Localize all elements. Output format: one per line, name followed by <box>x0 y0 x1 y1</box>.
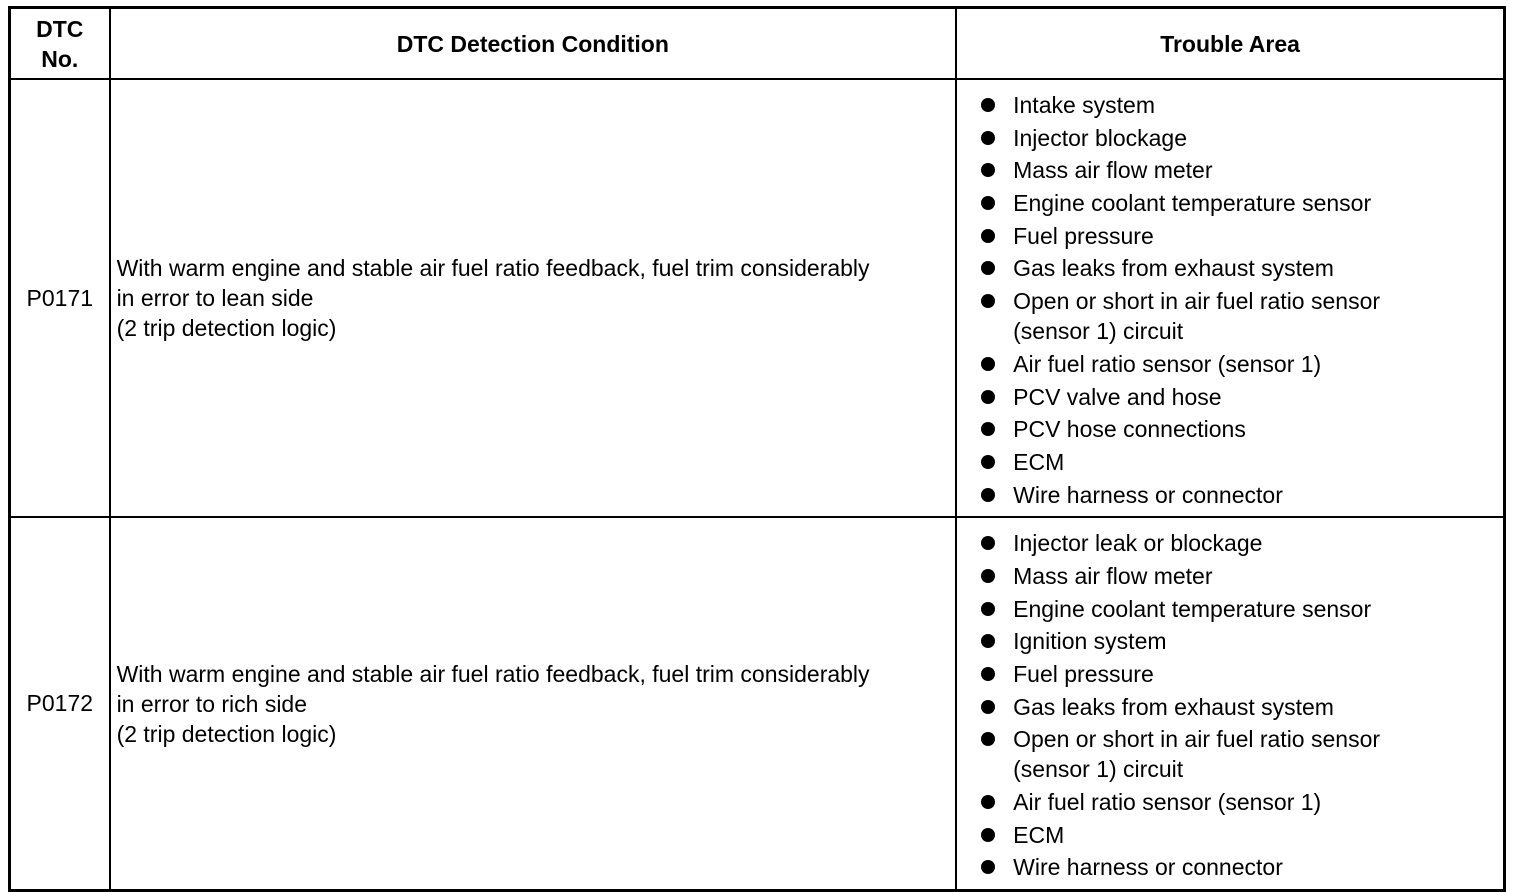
trouble-area-item <box>1013 90 1155 120</box>
trouble-area-line: Fuel pressure <box>1013 222 1154 249</box>
bullet-icon <box>981 390 995 404</box>
list-item <box>957 561 1503 591</box>
trouble-area-line: Intake system <box>1013 92 1156 118</box>
list-item <box>957 787 1503 817</box>
trouble-area-line: Gas leaks from exhaust system <box>1013 693 1334 720</box>
condition-line: With warm engine and stable air fuel ratio feedback, fuel trim considerably <box>116 660 870 687</box>
bullet-icon <box>981 357 995 371</box>
trouble-area-item <box>1013 188 1371 218</box>
bullet-icon <box>981 700 995 714</box>
trouble-area-item <box>1013 286 1380 346</box>
trouble-area-line: Engine coolant temperature sensor <box>1013 190 1372 217</box>
trouble-area-item <box>1013 528 1262 558</box>
list-item <box>957 480 1503 510</box>
list-item <box>957 123 1503 153</box>
list-item <box>957 221 1503 251</box>
bullet-icon <box>981 732 995 746</box>
bullet-icon <box>981 634 995 648</box>
bullet-icon <box>981 422 995 436</box>
bullet-icon <box>981 488 995 502</box>
trouble-area-line: Engine coolant temperature sensor <box>1013 595 1372 622</box>
list-item <box>957 414 1503 444</box>
list-item <box>957 90 1503 120</box>
trouble-area-item <box>1013 659 1154 689</box>
list-item <box>957 447 1503 477</box>
header-dtc-no <box>10 8 110 80</box>
trouble-area-line: (sensor 1) circuit <box>1013 756 1184 783</box>
trouble-area-line: Open or short in air fuel ratio sensor <box>1013 726 1381 753</box>
trouble-area-item <box>1013 561 1212 591</box>
trouble-area-item <box>1013 480 1283 510</box>
bullet-icon <box>981 98 995 112</box>
trouble-area-line: Mass air flow meter <box>1013 562 1213 589</box>
trouble-area-item <box>1013 724 1380 784</box>
bullet-icon <box>981 196 995 210</box>
trouble-area-item <box>1013 787 1321 817</box>
detection-condition <box>110 517 957 890</box>
list-item <box>957 382 1503 412</box>
trouble-area-list <box>957 518 1503 889</box>
condition-line: in error to lean side <box>116 285 314 312</box>
bullet-icon <box>981 795 995 809</box>
bullet-icon <box>981 569 995 583</box>
bullet-icon <box>981 828 995 842</box>
table-row <box>10 517 1505 890</box>
bullet-icon <box>981 536 995 550</box>
trouble-area-item <box>1013 349 1321 379</box>
trouble-area-item <box>1013 820 1064 850</box>
list-item <box>957 188 1503 218</box>
trouble-area-line: Gas leaks from exhaust system <box>1013 255 1334 282</box>
trouble-area-line: ECM <box>1013 821 1065 848</box>
list-item <box>957 594 1503 624</box>
trouble-area-line: Open or short in air fuel ratio sensor <box>1013 288 1381 315</box>
condition-line: (2 trip detection logic) <box>116 315 337 342</box>
bullet-icon <box>981 163 995 177</box>
list-item <box>957 253 1503 283</box>
trouble-area-line: (sensor 1) circuit <box>1013 318 1184 345</box>
list-item <box>957 349 1503 379</box>
dtc-table <box>8 6 1506 892</box>
header-dtc-no-line: No. <box>41 45 79 72</box>
list-item <box>957 659 1503 689</box>
table-row <box>10 79 1505 517</box>
bullet-icon <box>981 261 995 275</box>
trouble-area-line: Wire harness or connector <box>1013 854 1283 881</box>
list-item <box>957 820 1503 850</box>
header-condition: DTC Detection Condition <box>110 8 957 80</box>
trouble-area-line: Ignition system <box>1013 628 1167 655</box>
trouble-area-item <box>1013 594 1371 624</box>
bullet-icon <box>981 860 995 874</box>
trouble-area <box>956 79 1504 517</box>
trouble-area-line: Mass air flow meter <box>1013 157 1213 184</box>
trouble-area-item <box>1013 447 1064 477</box>
dtc-code: P0171 <box>10 79 110 517</box>
trouble-area-list <box>957 80 1503 516</box>
trouble-area-item <box>1013 414 1246 444</box>
trouble-area-item <box>1013 221 1154 251</box>
bullet-icon <box>981 455 995 469</box>
trouble-area-line: Air fuel ratio sensor (sensor 1) <box>1013 789 1322 816</box>
condition-line: (2 trip detection logic) <box>116 720 337 747</box>
trouble-area-line: Wire harness or connector <box>1013 481 1283 508</box>
bullet-icon <box>981 229 995 243</box>
detection-condition <box>110 79 957 517</box>
condition-line: in error to rich side <box>116 690 308 717</box>
dtc-code: P0172 <box>10 517 110 890</box>
table-body <box>10 79 1505 891</box>
trouble-area-line: Air fuel ratio sensor (sensor 1) <box>1013 350 1322 377</box>
list-item <box>957 286 1503 346</box>
trouble-area-line: PCV valve and hose <box>1013 383 1222 410</box>
condition-line: With warm engine and stable air fuel ratio feedback, fuel trim considerably <box>116 255 870 282</box>
trouble-area-item <box>1013 155 1212 185</box>
bullet-icon <box>981 602 995 616</box>
trouble-area-item <box>1013 382 1221 412</box>
trouble-area-item <box>1013 626 1166 656</box>
trouble-area-line: PCV hose connections <box>1013 416 1246 443</box>
trouble-area-line: Fuel pressure <box>1013 661 1154 687</box>
header-trouble-area: Trouble Area <box>956 8 1504 80</box>
header-row <box>10 8 1505 80</box>
trouble-area-item <box>1013 692 1334 722</box>
trouble-area <box>956 517 1504 890</box>
bullet-icon <box>981 667 995 681</box>
header-dtc-no-line: DTC <box>36 15 84 42</box>
list-item <box>957 852 1503 882</box>
list-item <box>957 528 1503 558</box>
list-item <box>957 724 1503 784</box>
bullet-icon <box>981 131 995 145</box>
trouble-area-item <box>1013 123 1187 153</box>
list-item <box>957 692 1503 722</box>
list-item <box>957 626 1503 656</box>
trouble-area-item <box>1013 852 1283 882</box>
list-item <box>957 155 1503 185</box>
trouble-area-line: Injector blockage <box>1013 124 1188 151</box>
trouble-area-line: Injector leak or blockage <box>1013 530 1263 557</box>
bullet-icon <box>981 294 995 308</box>
trouble-area-line: ECM <box>1013 448 1065 475</box>
trouble-area-item <box>1013 253 1334 283</box>
